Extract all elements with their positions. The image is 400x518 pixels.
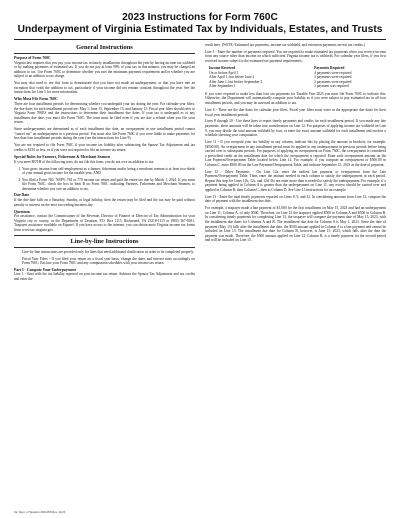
left-column [14, 43, 195, 518]
table-row [205, 84, 386, 89]
due-date-paragraph: If the due date falls on a Saturday, Sunday, or legal holiday, then the return may be filed and the tax may be paid without penalty or interest on the next succeeding business day. [14, 198, 195, 207]
document-title [14, 12, 386, 36]
who-must-file-heading: Who Must File Form 760C [14, 97, 58, 102]
purpose-paragraph-1: Virginia law requires that you pay your income tax in timely installments throughout the year by having income tax withheld or by making payments of estimated tax. If you do not pay at least 90% of your tax in this manner, you may be charged an addition to tax. Use Form 760C to determine whether you met the minimum payment requirement and/or whether you are subject to an addition to tax charge. [14, 60, 195, 79]
table-cell: 4 payments were required [314, 70, 352, 75]
line-11-paragraph: Line 11 - If you overpaid your tax liability in any column, indicate this by placing the amount in brackets, for example, [$500.00]. An overpayment in any installment period must be applied to any underpayment in previous periods before being carried over to subsequent periods. For purposes of applying an overpayment on Form 760C, the overpayment is considered a prescribed credit on the installment date for which the overpayment is reported. Enter such overpayment amount on the Late Payment/Overpayment Table located below Line 14. For example, if you compute an overpayment of $500.00 in Column C, enter $500.00 on the Late Payment/Overpayment Table, and indicate September 15, 2023 as the date of payment. [205, 140, 386, 167]
table-cell: After April 1, but before June 2 [209, 75, 255, 80]
line-by-line-list [14, 250, 195, 266]
special-rules-list [14, 167, 195, 192]
line-5-paragraph: Line 5 - Enter the number of payments required. You are required to make estimated tax payments when you receive income from any source other than income on which sufficient Virginia income tax is withheld. For calendar year filers, if you first received income subject to the estimated tax payment requirements: [205, 49, 386, 64]
section-divider [14, 247, 195, 248]
who-paragraph-1: There are four installment periods for determining whether you underpaid your tax during the year. For calendar year filers, the due dates for each installment period are: May 1, June 15, September 15, and January 15. Fiscal year filers should refer to Virginia Form 760ES and the instructions to determine their installment due dates. If your tax is underpaid as of any installment due date, you must file Form 760C. The form must be filed even if you are due a refund when you file your return. [14, 102, 195, 125]
table-cell: 2 payments were required [314, 79, 352, 84]
line-12-paragraph: Line 12 - Other Payments - On Line 12a, enter the earliest late payment or overpayment from the Late Payment/Overpayment Table. Then, enter the amount needed in each column to satisfy the underpayment in each period. Repeat this step for Lines 12b, 12c, and 12d. Do not enter more than is needed to satisfy the underpayment. For example, if a payment being applied in Column A is greater than the underpayment on Line 11, any excess should be carried over and applied in Column B, then Column C, then to Column D. See Line 13 instructions for an example. [205, 169, 386, 192]
who-paragraph-2: Since underpayments are determined as of each installment due date, an overpayment in one installment period cannot "cancel out" an underpayment in a previous period. You must also file Form 760C if you were liable to make payments for less than four installment periods during the year (see the instructions for Line 9). [14, 127, 195, 141]
line-13-example-paragraph: For example, a taxpayer made a late payment of $1,000 for the first installment on May 15, 2023 and had an underpayment on Line 11, Column A, of only $500. Therefore, on Line 12 the taxpayer applied $500 in Column A and $500 in Column B. In considering timely payments for completing Line 13, the taxpayer will compare the payment date of May 15, 2023, with the installment due dates for Columns A and B. The installment due date for Column A is May 1, 2023. Since the date of payment (May 15) falls after the installment due date, the $500 amount applied in Column A is a late payment and cannot be included on Line 13. The installment due date for Column B, however, is June 15, 2023, which falls after the date the payment was made. Therefore, the $500 amount applied on Line 12, Column B, is a timely payment for the second period and will be included on Line 13. [205, 206, 386, 243]
list-item: • Fiscal Year Filers - If you filed your return on a fiscal year basis, change the dates and interest rates accordingly on Form 760C. Enclose your Form 760C and any computation schedules with your income tax return. [22, 257, 195, 266]
table-header-cell: Payments Required [314, 65, 345, 70]
purpose-paragraph-2: You may also need to use this form to demonstrate that you have not made an underpayment, or that you have met an exception that voids the addition to tax, particularly if your income did not remain constant throughout the year. See the instructions for Line 5 for more information. [14, 81, 195, 95]
due-date-heading: Due Date [14, 193, 30, 198]
list-item: 1. Your gross income from self-employment as a farmer, fisherman and/or being a merchant seaman is at least two-thirds of your annual gross income for the taxable year, AND [22, 167, 195, 176]
special-rules-heading: Special Rules for Farmers, Fishermen & Merchant Seamen [14, 154, 111, 159]
lines-8-10-paragraph: Lines 8 through 10 - Use these lines to report timely payments and credits for each installment period. If you made any late payments, these amounts will be taken into consideration on Line 12. For purposes of applying income tax withheld on Line 9, you may divide the total amount withheld by four, or enter the exact amount withheld for each installment and enclose a schedule showing your computation. [205, 119, 386, 138]
line-5-paragraph-2: If you were required to make less than four tax payments for Taxable Year 2023 you must file Form 760C to indicate this. Otherwise, the Department will automatically compute your liability as if you were subject to pay estimated tax in all four installment periods, and you may be assessed an addition to tax. [205, 91, 386, 106]
columns [14, 43, 386, 518]
section-divider [14, 235, 195, 236]
title-line-1: 2023 Instructions for Form 760C [122, 12, 278, 23]
payments-required-table [205, 66, 386, 89]
general-instructions-heading: General Instructions [76, 44, 133, 51]
questions-paragraph: For assistance, contact the Commissioner of the Revenue, Director of Finance or Director of Tax Administration for your Virginia city or county, or the Department of Taxation, P.O. Box 1115, Richmond, VA 23218-1115 or (804) 367-8031. Taxpayer assistance available on Equatel. If you have access to the internet, you can obtain most Virginia income tax forms from www.tax.virginia.gov. [14, 214, 195, 233]
section-divider [14, 53, 195, 54]
line-1-continued-paragraph: result here. (NOTE: Estimated tax payments, income tax withheld, and extension payments are not tax credits.) [205, 43, 365, 47]
table-cell: 1 payment was required [314, 84, 349, 89]
line-13-paragraph: Line 13 - Enter the total timely payments reported on Lines 8, 9, and 12. In considering amounts from Line 12, compare the date of payment with the installment due date. [205, 194, 386, 204]
part-1-heading: Part I - Compute Your Underpayment [14, 267, 76, 272]
table-cell: After September 1 [209, 84, 236, 89]
who-paragraph-3: You are not required to file Form 760C if your income tax liability after subtracting the Spouse Tax Adjustment and tax credits is $150 or less, or if you were not required to file an income tax return. [14, 143, 195, 152]
line-1-paragraph: Line 1 - Start with the tax liability reported on your income tax return. Subtract the Spouse Tax Adjustment and tax credits and enter the [14, 272, 195, 281]
line-by-line-heading: Line-by-line Instructions [70, 237, 139, 245]
table-cell: On or before April 1 [209, 70, 239, 75]
list-item: 2. You filed a Form 760, 760PY, 763 or 770 income tax return and paid the entire tax due by March 1, 2024. If you must file Form 760C, check the box in Item B on Form 760C indicating Farmers, Fishermen and Merchant Seamen, to determine whether you owe an addition to tax. [22, 178, 195, 192]
special-rules-paragraph: If you meet BOTH of the following tests, do not file this form; you do not owe an addition to tax. [14, 159, 155, 164]
questions-heading: Questions [14, 209, 31, 214]
title-line-2: Underpayment of Virginia Estimated Tax by Individuals, Estates, and Trusts [17, 24, 383, 35]
list-item: • Line-by-line instructions are provided only for lines that need additional clarification in order to be completed properly. [22, 250, 195, 255]
table-cell: 3 payments were required [314, 75, 352, 80]
right-column [205, 43, 386, 518]
purpose-heading: Purpose of Form 760C [14, 56, 51, 60]
table-cell: After June 1, but before September 2 [209, 79, 263, 84]
table-header-cell: Income Received [209, 65, 236, 70]
footer-form-id: Va. Dept. of Taxation 2601058 Rev. 11/23 [14, 510, 66, 514]
line-6-paragraph: Line 6 - These are the due dates for calendar year filers. Fiscal year filers must write in the appropriate due dates for their fiscal year installment periods. [205, 107, 386, 117]
title-divider [14, 39, 386, 40]
